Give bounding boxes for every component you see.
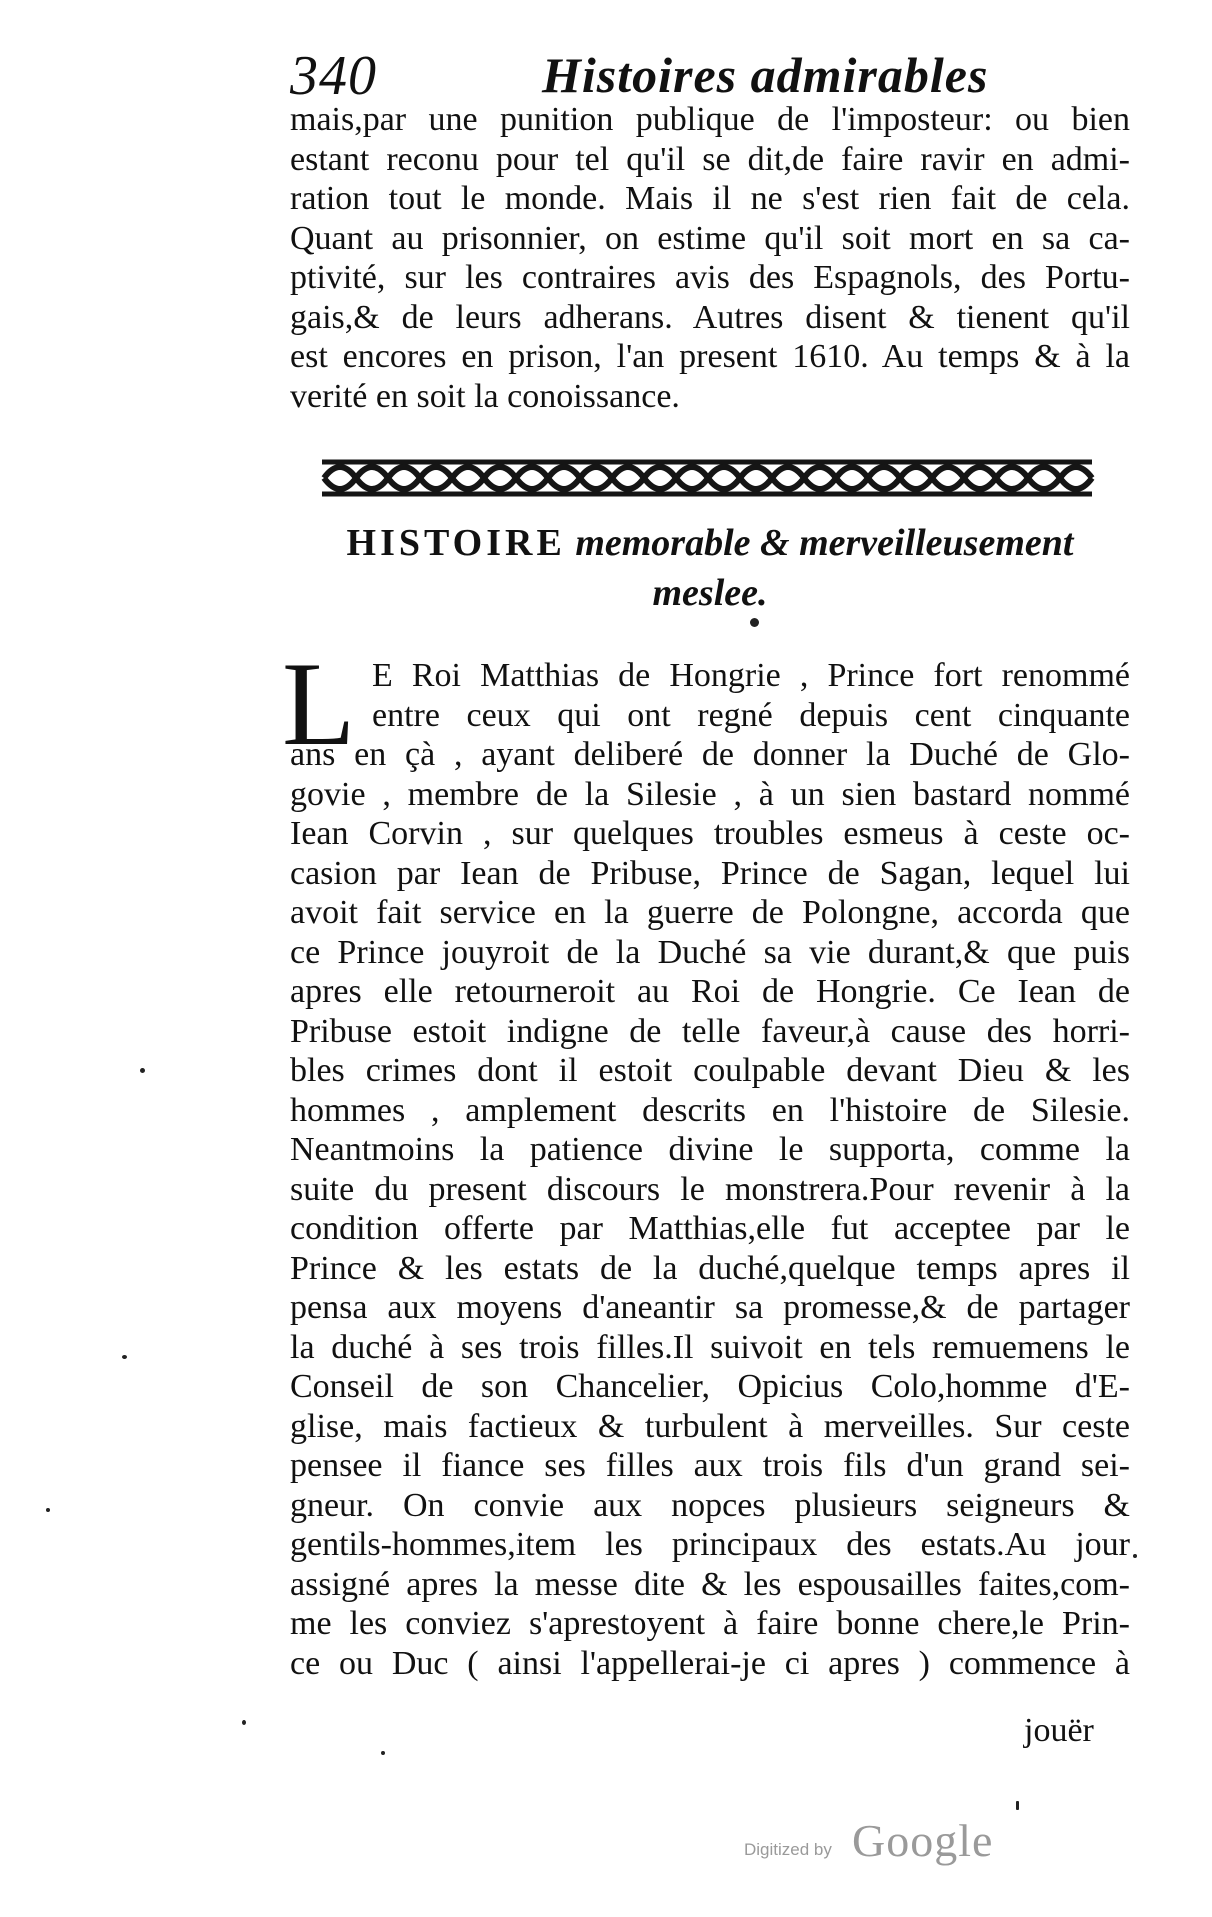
catchword: jouër [1024, 1712, 1094, 1749]
text-line: ce ou Duc ( ainsi l'appellerai-je ci apres ) commence à [290, 1644, 1130, 1682]
text-line: suite du present discours le monstrera.Pour revenir à la [290, 1170, 1130, 1208]
text-line: ration tout le monde. Mais il ne s'est rien fait de cela. [290, 180, 1130, 217]
ink-speck [122, 1355, 127, 1359]
heading-italic-line2: meslee. [652, 572, 768, 614]
text-line: glise, mais factieux & turbulent à merveilles. Sur ceste [290, 1407, 1130, 1445]
text-line: entre ceux qui ont regné depuis cent cinquante [372, 696, 1130, 734]
text-line: Quant au prisonnier, on estime qu'il soit mort en sa ca- [290, 219, 1130, 257]
story-paragraph [290, 656, 1130, 1683]
text-line: E Roi Matthias de Hongrie , Prince fort renommé [372, 657, 1130, 694]
text-line: gais,& de leurs adherans. Autres disent & tienent qu'il [290, 298, 1130, 336]
text-line: ans en çà , ayant deliberé de donner la Duché de Glo- [290, 736, 1130, 773]
text-line: bles crimes dont il estoit coulpable devant Dieu & les [290, 1052, 1130, 1089]
text-line: la duché à ses trois filles.Il suivoit en tels remuemens le [290, 1328, 1130, 1366]
ink-speck [1133, 1554, 1137, 1558]
digitized-watermark [744, 1814, 1024, 1874]
ornamental-band [314, 452, 1100, 504]
text-line: condition offerte par Matthias,elle fut acceptee par le [290, 1210, 1130, 1247]
text-line: Iean Corvin , sur quelques troubles esmeus à ceste oc- [290, 815, 1130, 852]
text-line: mais,par une punition publique de l'imposteur: ou bien [290, 101, 1130, 138]
ink-speck [1016, 1801, 1019, 1810]
text-line: apres elle retourneroit au Roi de Hongrie. Ce Iean de [290, 973, 1130, 1010]
text-line: me les conviez s'aprestoyent à faire bonne chere,le Prin- [290, 1605, 1130, 1642]
text-line: Prince & les estats de la duché,quelque temps apres il [290, 1249, 1130, 1287]
text-line: pensa aux moyens d'aneantir sa promesse,& de partager [290, 1289, 1130, 1326]
heading-caps: HISTOIRE [346, 522, 566, 564]
continuation-paragraph [290, 100, 1130, 416]
ink-speck [46, 1508, 50, 1512]
text-line: hommes , amplement descrits en l'histoire de Silesie. [290, 1091, 1130, 1129]
text-line: assigné apres la messe dite & les espousailles faites,com- [290, 1565, 1130, 1603]
watermark-logo: Google [852, 1815, 994, 1866]
heading-italic-line1: memorable & merveilleusement [575, 522, 1074, 564]
text-line: Neantmoins la patience divine le supporta, comme la [290, 1131, 1130, 1168]
text-line: casion par Iean de Pribuse, Prince de Sagan, lequel lui [290, 854, 1130, 892]
text-line: verité en soit la conoissance. [290, 377, 680, 415]
watermark-prefix: Digitized by [744, 1840, 832, 1859]
text-line: gentils-hommes,item les principaux des estats.Au jour [290, 1526, 1130, 1563]
ink-speck [242, 1720, 246, 1725]
text-line: Pribuse estoit indigne de telle faveur,à cause des horri- [290, 1012, 1130, 1050]
running-title: Histoires admirables [542, 47, 989, 103]
text-line: pensee il fiance ses filles aux trois fils d'un grand sei- [290, 1447, 1130, 1484]
story-heading [290, 518, 1130, 618]
text-line: est encores en prison, l'an present 1610. Au temps & à la [290, 338, 1130, 375]
drop-cap: L [282, 637, 356, 770]
ink-speck [381, 1751, 385, 1755]
text-line: estant reconu pour tel qu'il se dit,de faire ravir en admi- [290, 140, 1130, 178]
text-line: avoit fait service en la guerre de Polongne, accorda que [290, 894, 1130, 931]
text-line: gneur. On convie aux nopces plusieurs seigneurs & [290, 1486, 1130, 1524]
page-number: 340 [290, 45, 377, 107]
text-line: govie , membre de la Silesie , à un sien bastard nommé [290, 775, 1130, 813]
text-line: Conseil de son Chancelier, Opicius Colo,homme d'E- [290, 1368, 1130, 1405]
ink-speck [750, 618, 759, 627]
text-line: ptivité, sur les contraires avis des Espagnols, des Portu- [290, 259, 1130, 296]
ink-speck [140, 1068, 145, 1073]
text-line: ce Prince jouyroit de la Duché sa vie durant,& que puis [290, 933, 1130, 971]
